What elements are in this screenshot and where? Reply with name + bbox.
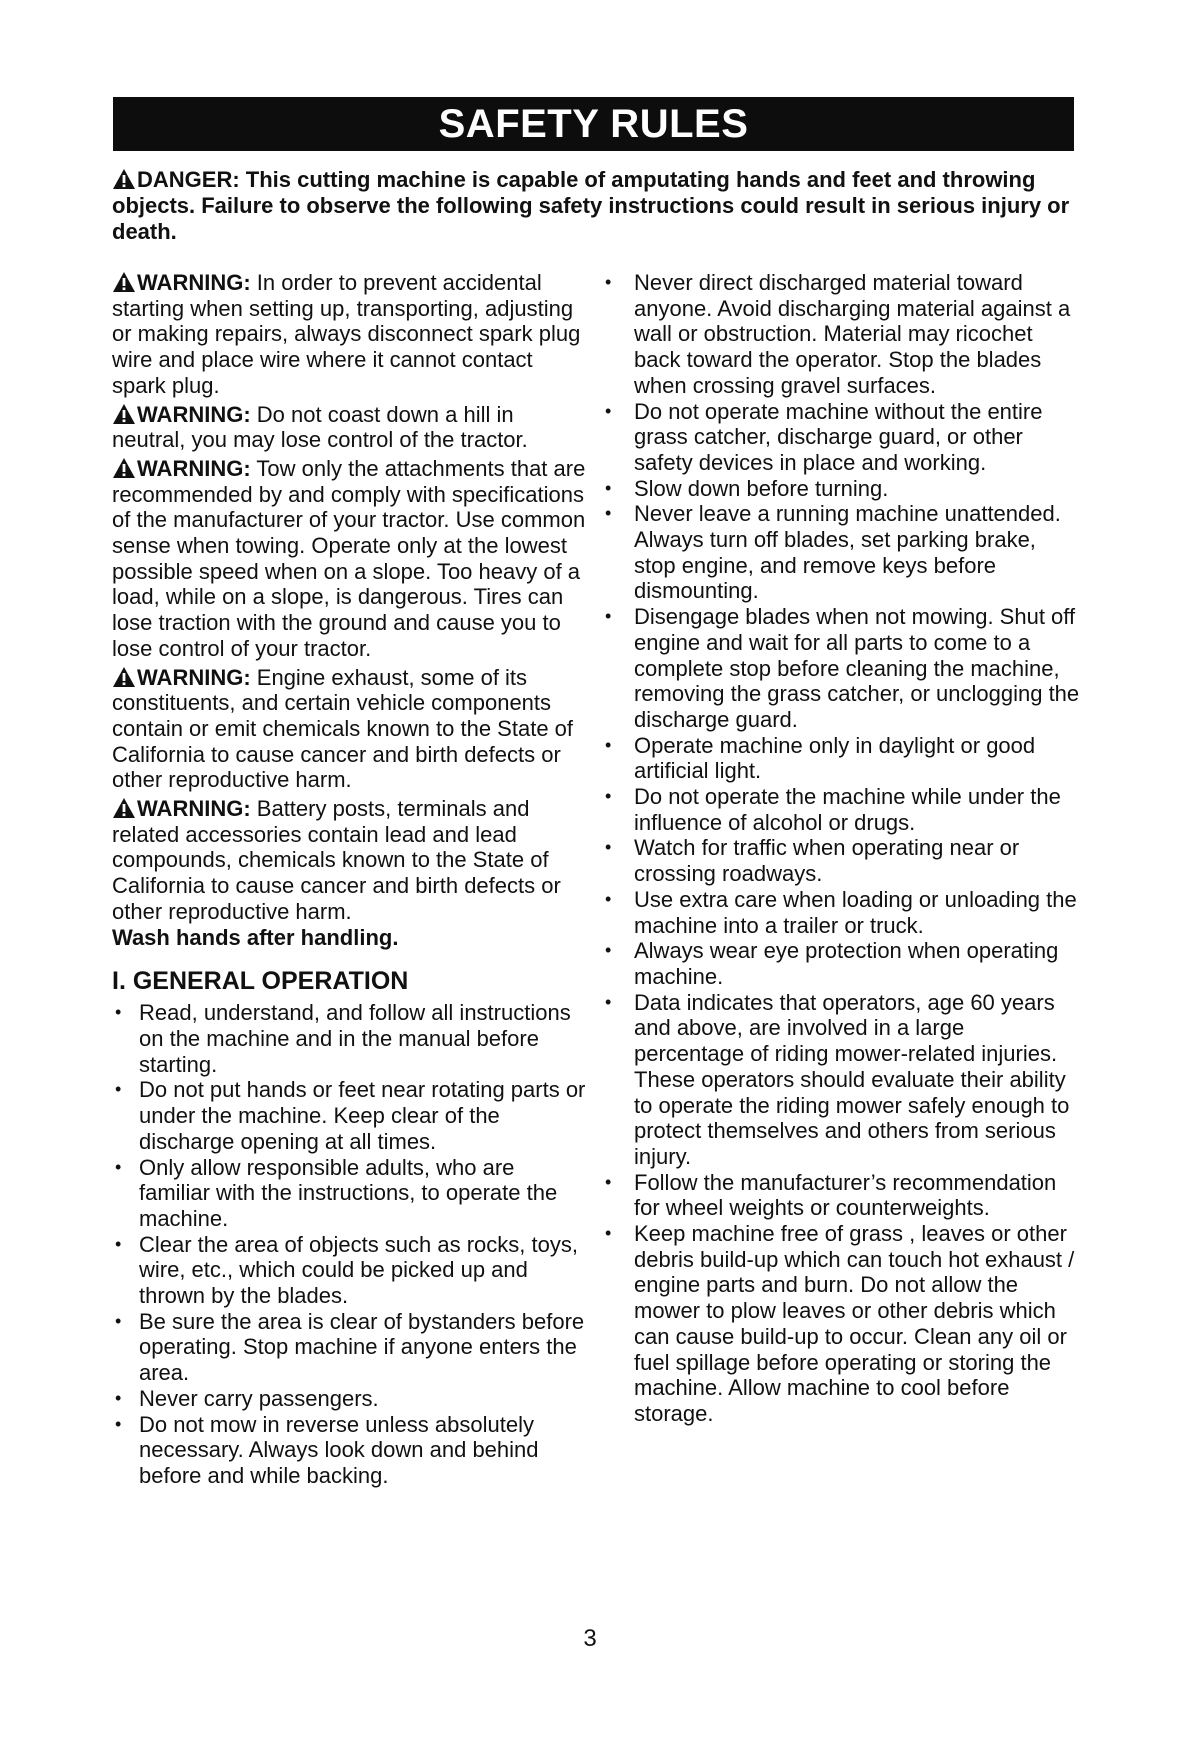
list-item: • Follow the manufacturer’s recommendation for wheel weights or counterweights. — [620, 1170, 1080, 1221]
list-item: • Never carry passengers. — [112, 1386, 590, 1412]
warning-label: WARNING: — [137, 270, 251, 295]
warning-label: WARNING: — [137, 796, 251, 822]
warning-paragraph — [112, 665, 590, 794]
warning-text: In order to prevent accidental starting when setting up, transporting, adjusting or making repairs, always disconnect spark plug wire and place wire where it cannot contact spark plug. — [112, 270, 581, 398]
list-item: • Keep machine free of grass , leaves or other debris build-up which can touch hot exhaust / engine parts and burn. Do not allow the mower to plow leaves or other debris which can cause build-up to occur. Clean any oil or fuel spillage before operating or storing the machine. Allow machine to cool before storage. — [620, 1221, 1080, 1427]
page-title: SAFETY RULES — [438, 101, 749, 146]
page-number: 3 — [583, 1625, 597, 1652]
general-operation-list-left — [112, 1000, 590, 1488]
warning-triangle-icon — [112, 457, 136, 479]
warning-text: Do not coast down a hill in neutral, you may lose control of the tractor. — [112, 401, 528, 453]
general-operation-list-right — [620, 270, 1080, 1427]
list-item: • Never leave a running machine unattended. Always turn off blades, set parking brake, stop engine, and remove keys before dismounting. — [620, 501, 1080, 604]
warning-triangle-icon — [112, 168, 136, 190]
list-item: • Do not operate machine without the entire grass catcher, discharge guard, or other safety devices in place and working. — [620, 399, 1080, 476]
list-item: • Read, understand, and follow all instructions on the machine and in the manual before starting. — [112, 1000, 590, 1077]
warning-triangle-icon — [112, 666, 136, 688]
right-column — [620, 270, 1080, 1427]
list-item: • Watch for traffic when operating near or crossing roadways. — [620, 835, 1080, 886]
warning-triangle-icon — [112, 403, 136, 425]
list-item: • Do not operate the machine while under the influence of alcohol or drugs. — [620, 784, 1080, 835]
warning-label: WARNING: — [137, 401, 251, 427]
list-item: • Data indicates that operators, age 60 years and above, are involved in a large percentage of riding mower-related injuries. These operators should evaluate their ability to operate the riding mower safely enough to protect themselves and others from serious injury. — [620, 990, 1080, 1170]
warning-paragraph — [112, 270, 590, 399]
list-item: • Never direct discharged material toward anyone. Avoid discharging material against a wall or obstruction. Material may ricochet back toward the operator. Stop the blades when crossing gravel surfaces. — [620, 270, 1080, 399]
danger-text: This cutting machine is capable of amputating hands and feet and throwing objects. Failure to observe the following safety instructions could result in serious injury or death. — [112, 167, 1070, 244]
list-item: • Be sure the area is clear of bystanders before operating. Stop machine if anyone enters the area. — [112, 1309, 590, 1386]
list-item: • Slow down before turning. — [620, 476, 1080, 502]
list-item: • Operate machine only in daylight or good artificial light. — [620, 733, 1080, 784]
danger-label: DANGER: — [137, 167, 240, 192]
wash-hands-note: Wash hands after handling. — [112, 924, 399, 950]
warning-text: Engine exhaust, some of its constituents, and certain vehicle components contain or emit chemicals known to the State of California to cause cancer and birth defects or other reproductive harm. — [112, 664, 574, 793]
warning-paragraph — [112, 402, 590, 453]
warning-label: WARNING: — [137, 664, 251, 690]
list-item: • Clear the area of objects such as rocks, toys, wire, etc., which could be picked up and thrown by the blades. — [112, 1232, 590, 1309]
warning-paragraph — [112, 456, 590, 662]
warning-text: Tow only the attachments that are recommended by and comply with specifications of the manufacturer of your tractor. Use common sense when towing. Operate only at the lowest possible speed when on a slope. Too heavy of a load, while on a slope, is dangerous. Tires can lose traction with the ground and cause you to lose control of your tractor. — [112, 455, 586, 661]
list-item: • Do not mow in reverse unless absolutely necessary. Always look down and behind before and while backing. — [112, 1412, 590, 1489]
list-item: • Do not put hands or feet near rotating parts or under the machine. Keep clear of the discharge opening at all times. — [112, 1077, 590, 1154]
warning-label: WARNING: — [137, 455, 251, 481]
list-item: • Only allow responsible adults, who are familiar with the instructions, to operate the machine. — [112, 1155, 590, 1232]
warning-text: Battery posts, terminals and related accessories contain lead and lead compounds, chemicals known to the State of California to cause cancer and birth defects or other reproductive harm. — [112, 796, 561, 924]
warning-triangle-icon — [112, 797, 136, 819]
left-column — [112, 270, 590, 1489]
list-item: • Use extra care when loading or unloading the machine into a trailer or truck. — [620, 887, 1080, 938]
title-banner — [113, 97, 1074, 151]
warning-triangle-icon — [112, 271, 136, 293]
section-heading: I. GENERAL OPERATION — [112, 967, 409, 996]
list-item: • Disengage blades when not mowing. Shut off engine and wait for all parts to come to a complete stop before cleaning the machine, removing the grass catcher, or unclogging the discharge guard. — [620, 604, 1080, 733]
warning-paragraph — [112, 796, 590, 950]
list-item: • Always wear eye protection when operating machine. — [620, 938, 1080, 989]
danger-notice — [112, 167, 1072, 245]
